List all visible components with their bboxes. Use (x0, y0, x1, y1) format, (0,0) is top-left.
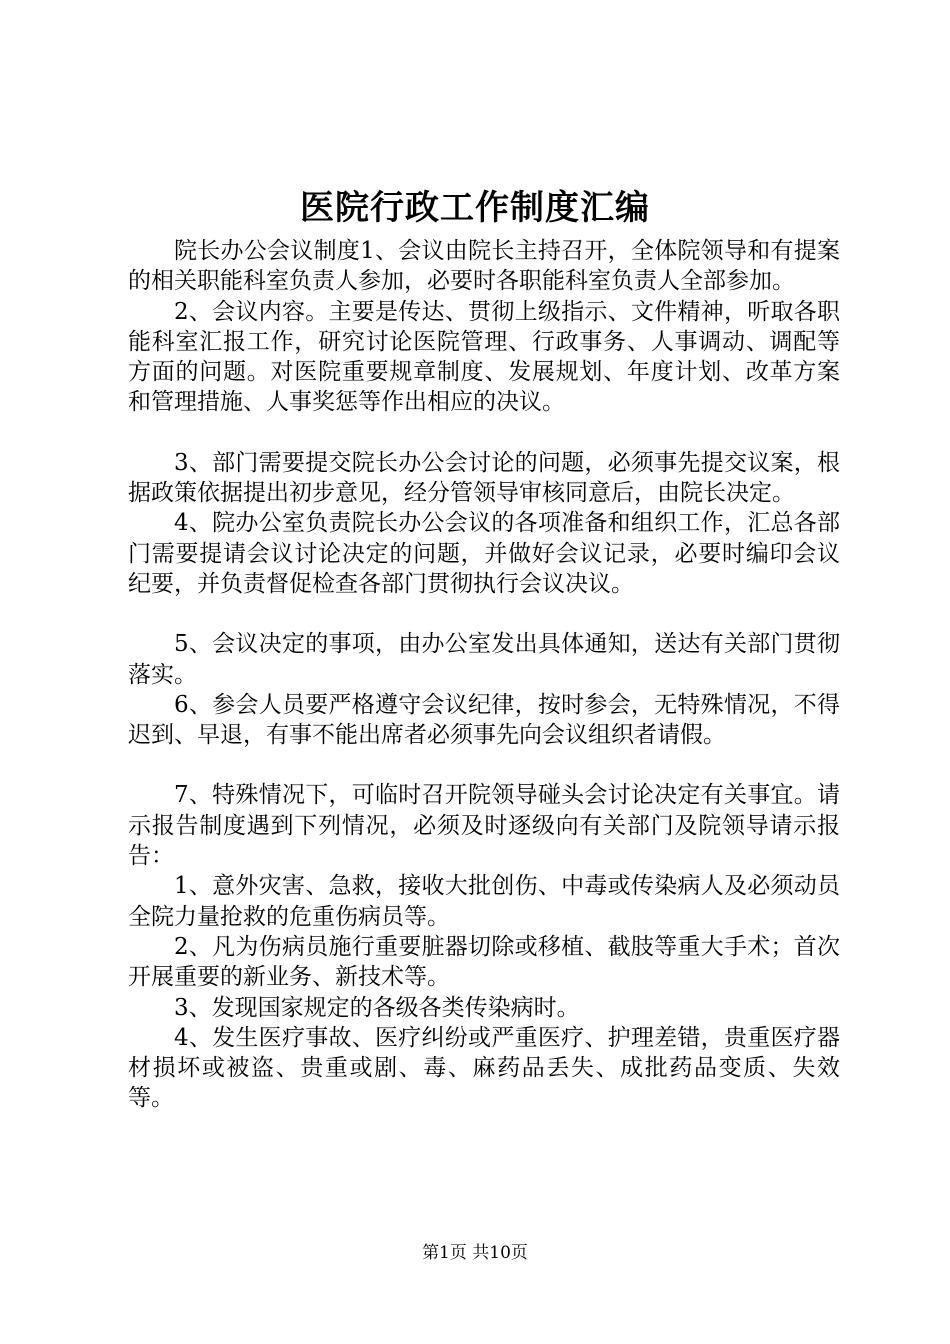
paragraph-11: 4、发生医疗事故、医疗纠纷或严重医疗、护理差错，贵重医疗器材损坏或被盗、贵重或剧、毒、麻药品丢失、成批药品变质、失效等。 (128, 1024, 840, 1112)
document-body (128, 236, 840, 1114)
page-number-footer: 第1页 共10页 (422, 1243, 528, 1263)
paragraph-9: 2、凡为伤病员施行重要脏器切除或移植、截肢等重大手术；首次开展重要的新业务、新技术等。 (128, 933, 840, 991)
document-title: 医院行政工作制度汇编 (300, 188, 650, 228)
paragraph-3: 3、部门需要提交院长办公会讨论的问题，必须事先提交议案，根据政策依据提出初步意见，经分管领导审核同意后，由院长决定。 (128, 449, 840, 507)
paragraph-1: 院长办公会议制度1、会议由院长主持召开，全体院领导和有提案的相关职能科室负责人参加，必要时各职能科室负责人全部参加。 (128, 238, 840, 295)
paragraph-10: 3、发现国家规定的各级各类传染病时。 (174, 994, 580, 1021)
paragraph-6: 6、参会人员要严格遵守会议纪律，按时参会，无特殊情况，不得迟到、早退，有事不能出席者必须事先向会议组织者请假。 (128, 691, 840, 749)
paragraph-7: 7、特殊情况下，可临时召开院领导碰头会讨论决定有关事宜。请示报告制度遇到下列情况，必须及时逐级向有关部门及院领导请示报告： (128, 782, 840, 870)
paragraph-5: 5、会议决定的事项，由办公室发出具体通知，送达有关部门贯彻落实。 (128, 631, 840, 688)
paragraph-2: 2、会议内容。主要是传达、贯彻上级指示、文件精神，听取各职能科室汇报工作，研究讨论医院管理、行政事务、人事调动、调配等方面的问题。对医院重要规章制度、发展规划、年度计划、改革方案和管理措施、人事奖惩等作出相应的决议。 (128, 298, 840, 416)
paragraph-4: 4、院办公室负责院长办公会议的各项准备和组织工作，汇总各部门需要提请会议讨论决定的问题，并做好会议记录，必要时编印会议纪要，并负责督促检查各部门贯彻执行会议决议。 (128, 510, 840, 597)
paragraph-8: 1、意外灾害、急救，接收大批创伤、中毒或传染病人及必须动员全院力量抢救的危重伤病员等。 (128, 873, 840, 930)
